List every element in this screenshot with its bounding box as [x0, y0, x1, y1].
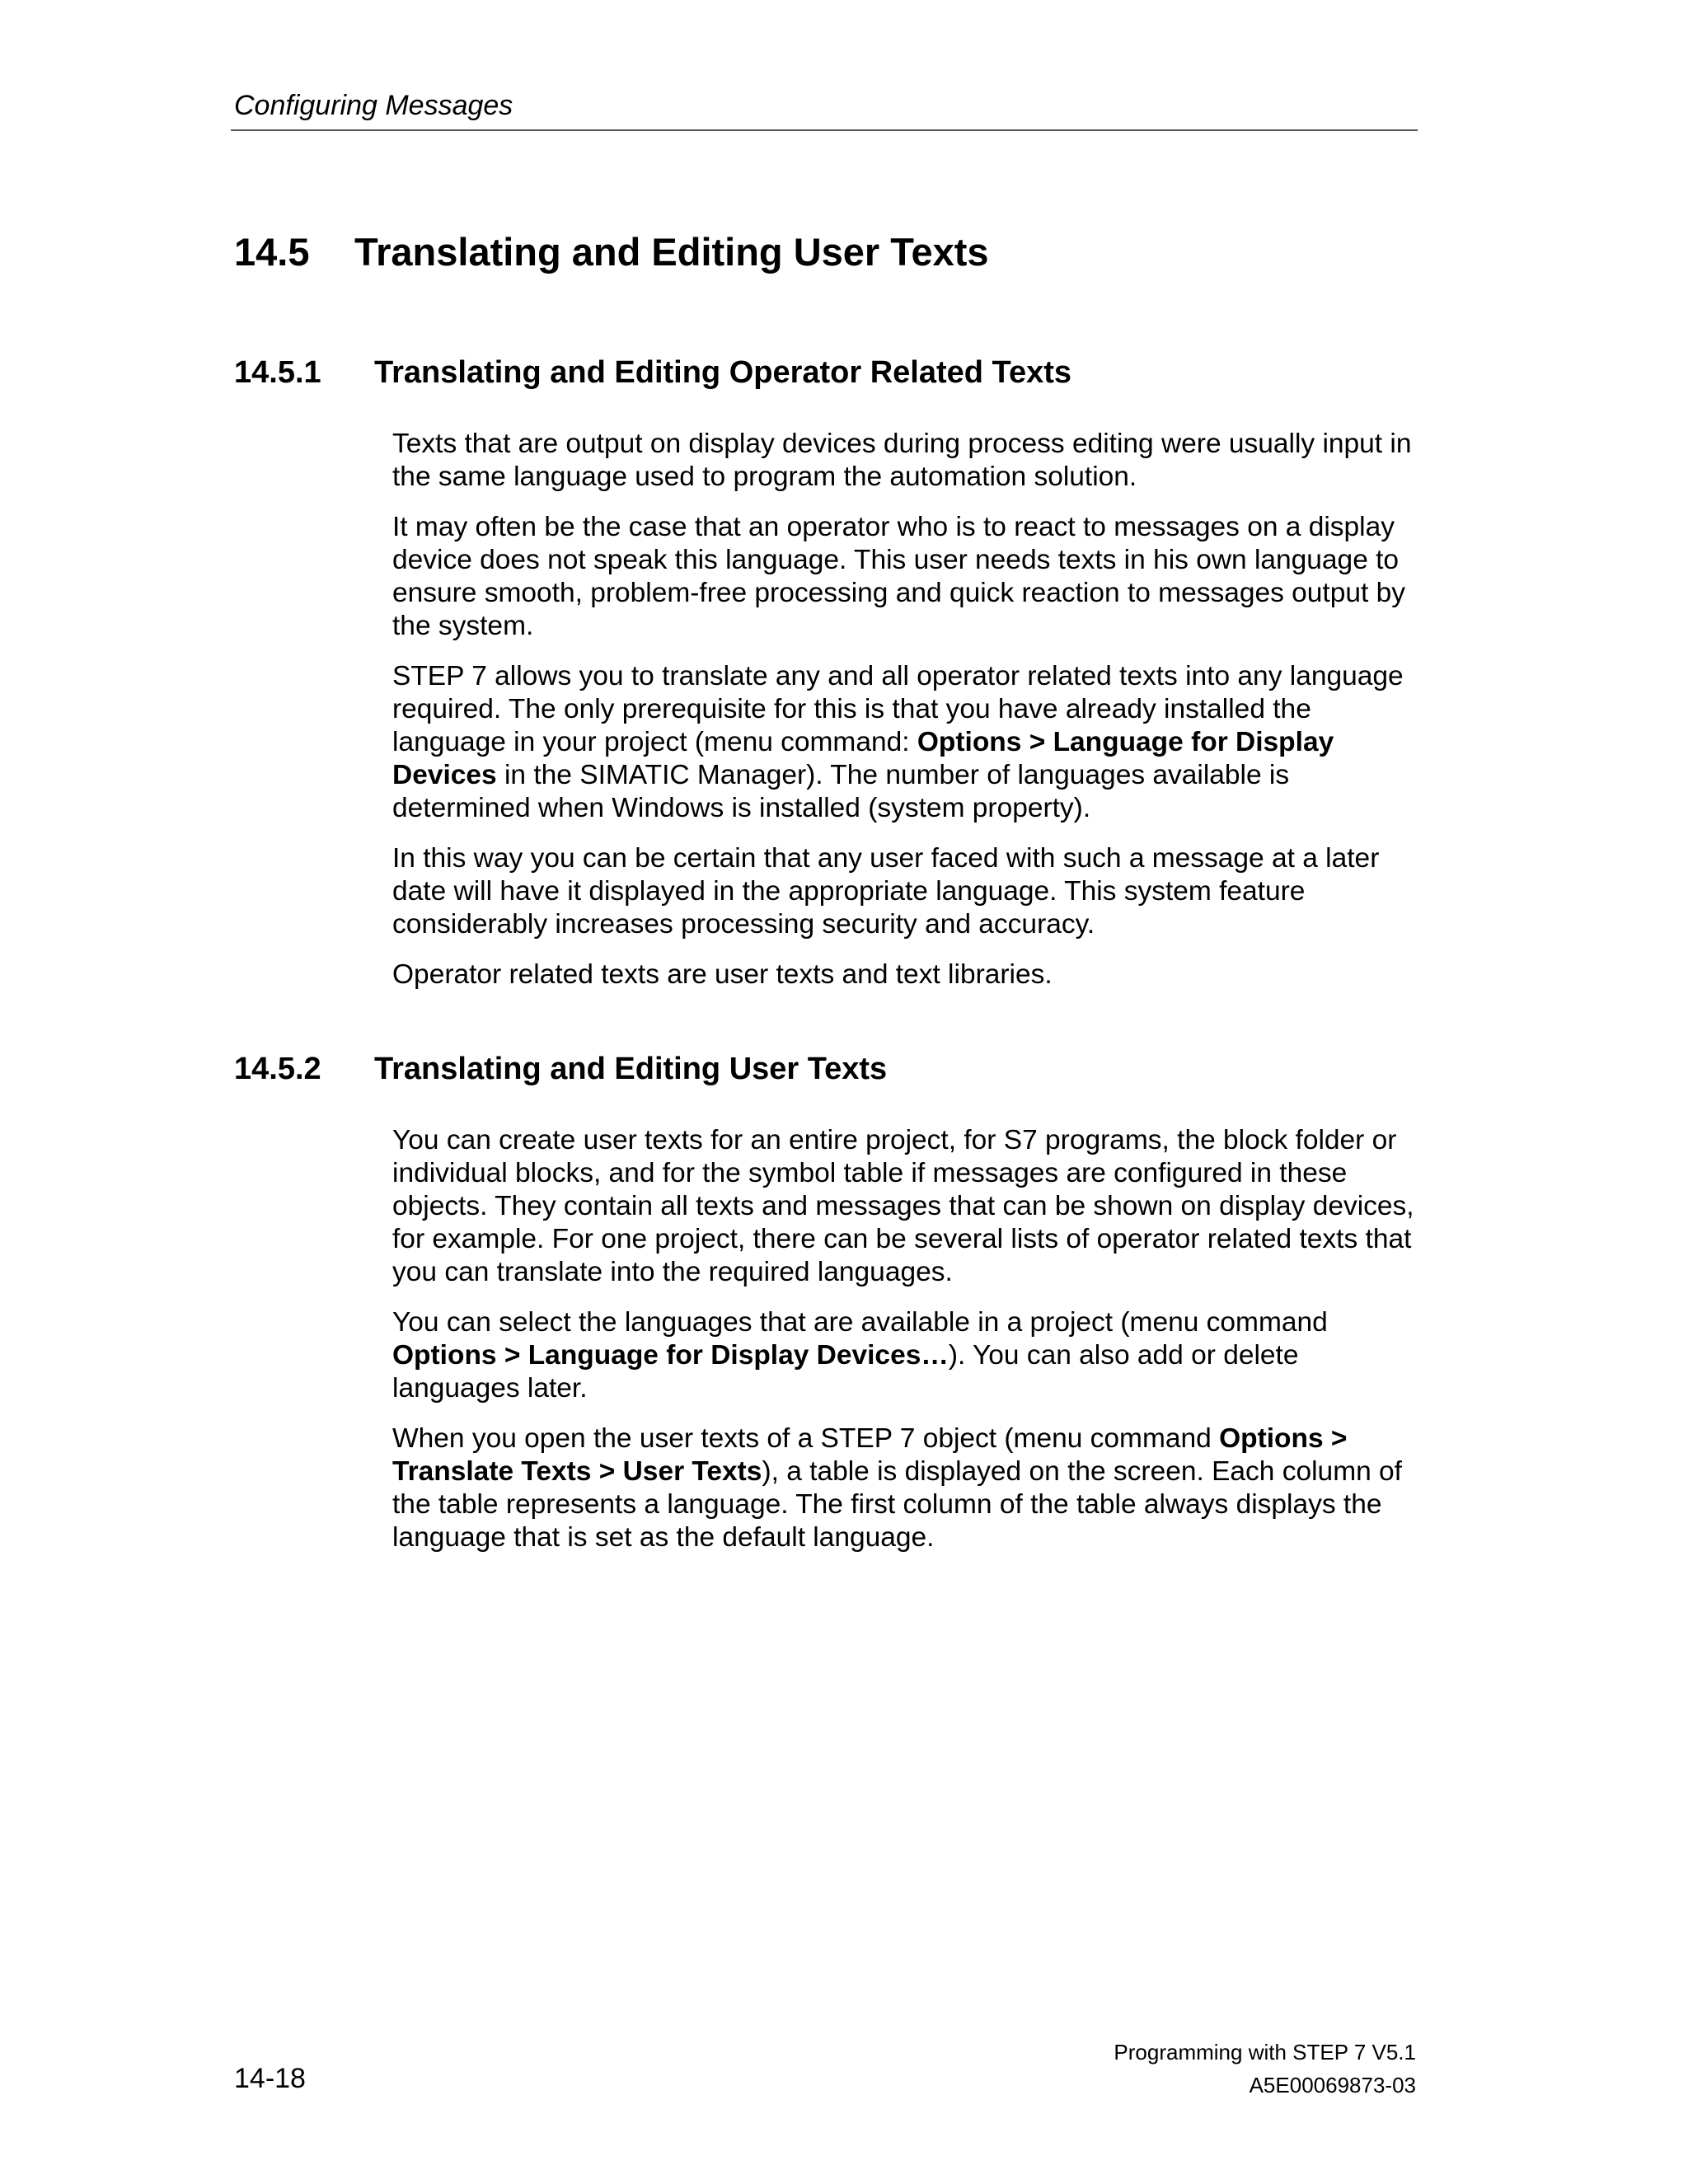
subsection-body-2: [392, 1124, 1419, 1572]
paragraph-text: ). You can also add or delete languages later.: [392, 1340, 1299, 1404]
footer-info: [1114, 2036, 1416, 2102]
paragraph: Texts that are output on display devices during process editing were usually input in the same language used to program the automation solution.: [392, 429, 1412, 492]
paragraph-text: You can select the languages that are available in a project (menu command: [392, 1307, 1328, 1338]
paragraph-text: STEP 7 allows you to translate any and all operator related texts into any language required. The only prerequisite for this is that you have already installed the language in your project (menu command:: [392, 661, 1404, 757]
running-header: Configuring Messages: [234, 90, 513, 121]
paragraph: It may often be the case that an operator who is to react to messages on a display device does not speak this language. This user needs texts in his own language to ensure smooth, problem-free processing and quick reaction to messages output by the system.: [392, 512, 1405, 641]
header-rule: [231, 129, 1418, 131]
section-heading: [234, 229, 989, 275]
section-number: 14.5: [234, 230, 310, 274]
subsection-number-2: 14.5.2: [234, 1052, 321, 1086]
paragraph: Operator related texts are user texts and text libraries.: [392, 959, 1053, 990]
menu-command: Options > Language for Display Devices: [392, 727, 1334, 790]
subsection-body-1: [392, 428, 1419, 1009]
order-number: A5E00069873-03: [1249, 2073, 1416, 2097]
menu-command: Options > Translate Texts > User Texts: [392, 1423, 1348, 1487]
paragraph: [392, 1306, 1419, 1405]
paragraph: In this way you can be certain that any user faced with such a message at a later date will have it displayed in the appropriate language. This system feature considerably increases processing security and accuracy.: [392, 843, 1380, 940]
paragraph: [392, 1422, 1419, 1554]
paragraph-text: in the SIMATIC Manager). The number of languages available is determined when Windows is installed (system property).: [392, 760, 1290, 823]
subsection-heading-2: [234, 1051, 887, 1089]
paragraph: [392, 660, 1419, 825]
page-number: 14-18: [234, 2063, 306, 2094]
paragraph-text: ), a table is displayed on the screen. Each column of the table represents a language. The first column of the table always displays the language that is set as the default language.: [392, 1456, 1402, 1553]
menu-command: Options > Language for Display Devices…: [392, 1340, 949, 1371]
paragraph: You can create user texts for an entire project, for S7 programs, the block folder or individual blocks, and for the symbol table if messages are configured in these objects. They contain all texts and messages that can be shown on display devices, for example. For one project, there can be several lists of operator related texts that you can translate into the required languages.: [392, 1125, 1414, 1287]
section-title: Translating and Editing User Texts: [354, 230, 989, 274]
subsection-heading-1: [234, 354, 1071, 392]
paragraph-text: When you open the user texts of a STEP 7 object (menu command: [392, 1423, 1220, 1454]
subsection-title-1: Translating and Editing Operator Related Texts: [374, 355, 1072, 390]
manual-title: Programming with STEP 7 V5.1: [1114, 2040, 1416, 2064]
subsection-number-1: 14.5.1: [234, 355, 321, 390]
subsection-title-2: Translating and Editing User Texts: [374, 1052, 888, 1086]
